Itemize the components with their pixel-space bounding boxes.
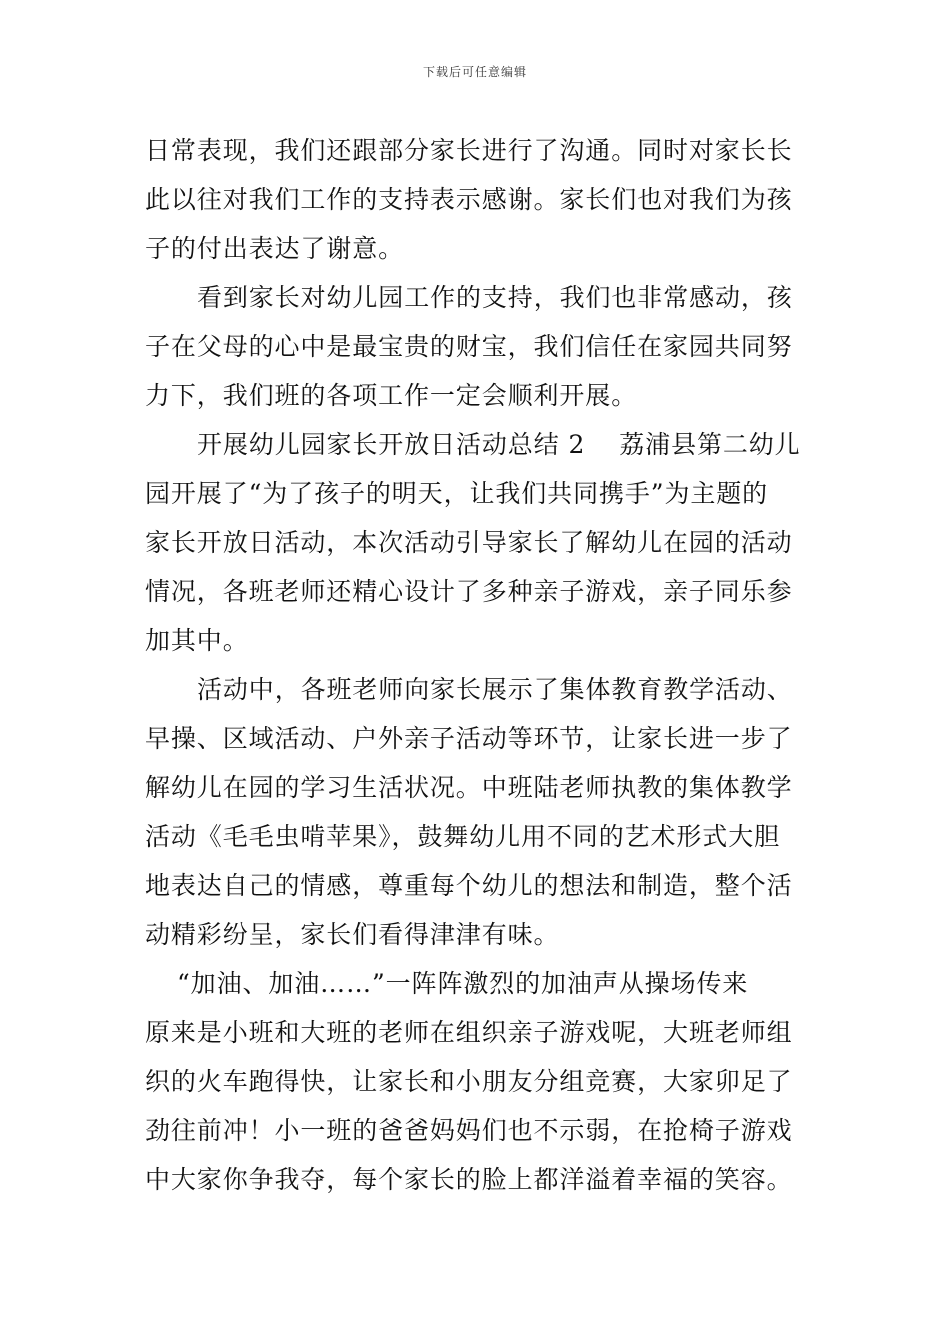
text-line: 早操、区域活动、户外亲子活动等环节，让家长进一步了 — [145, 724, 793, 753]
text-line: 地表达自己的情感，尊重每个幼儿的想法和制造，整个活 — [145, 871, 793, 900]
text-line: 日常表现，我们还跟部分家长进行了沟通。同时对家长长 — [145, 136, 793, 165]
paragraph-4 — [145, 665, 810, 959]
text-line: 家长开放日活动，本次活动引导家长了解幼儿在园的活动 — [145, 528, 793, 557]
text-line: 园开展了“为了孩子的明天，让我们共同携手”为主题的 — [145, 479, 769, 508]
text-line: 看到家长对幼儿园工作的支持，我们也非常感动，孩 — [197, 283, 793, 312]
page-header: 下载后可任意编辑 — [422, 65, 527, 79]
document-body — [145, 126, 810, 1204]
text-line: 活动《毛毛虫啃苹果》，鼓舞幼儿用不同的艺术形式大胆 — [145, 822, 781, 851]
text-line: 子在父母的心中是最宝贵的财宝，我们信任在家园共同努 — [145, 332, 793, 361]
text-line: 织的火车跑得快，让家长和小朋友分组竞赛，大家卯足了 — [145, 1067, 793, 1096]
paragraph-3 — [145, 420, 810, 665]
paragraph-1 — [145, 126, 810, 273]
text-line: 动精彩纷呈，家长们看得津津有味。 — [145, 920, 560, 949]
paragraph-5 — [145, 959, 810, 1204]
text-line: 加其中。 — [145, 626, 249, 655]
section-title: 开展幼儿园家长开放日活动总结 2 — [197, 430, 586, 459]
text-line: 解幼儿在园的学习生活状况。中班陆老师执教的集体教学 — [145, 773, 793, 802]
text-line: “加油、加油……”一阵阵激烈的加油声从操场传来 — [177, 969, 749, 998]
text-line: 力下，我们班的各项工作一定会顺利开展。 — [145, 381, 638, 410]
text-line: 中大家你争我夺，每个家长的脸上都洋溢着幸福的笑容。 — [145, 1165, 793, 1194]
text-line: 情况，各班老师还精心设计了多种亲子游戏，亲子同乐参 — [145, 577, 793, 606]
text-line: 此以往对我们工作的支持表示感谢。家长们也对我们为孩 — [145, 185, 793, 214]
text-line: 原来是小班和大班的老师在组织亲子游戏呢，大班老师组 — [145, 1018, 793, 1047]
text-line: 活动中，各班老师向家长展示了集体教育教学活动、 — [197, 675, 793, 704]
paragraph-2 — [145, 273, 810, 420]
section-title-line — [145, 420, 810, 469]
section-title-tail: 荔浦县第二幼儿 — [619, 430, 801, 459]
text-line: 子的付出表达了谢意。 — [145, 234, 405, 263]
text-line: 劲往前冲！小一班的爸爸妈妈们也不示弱，在抢椅子游戏 — [145, 1116, 793, 1145]
